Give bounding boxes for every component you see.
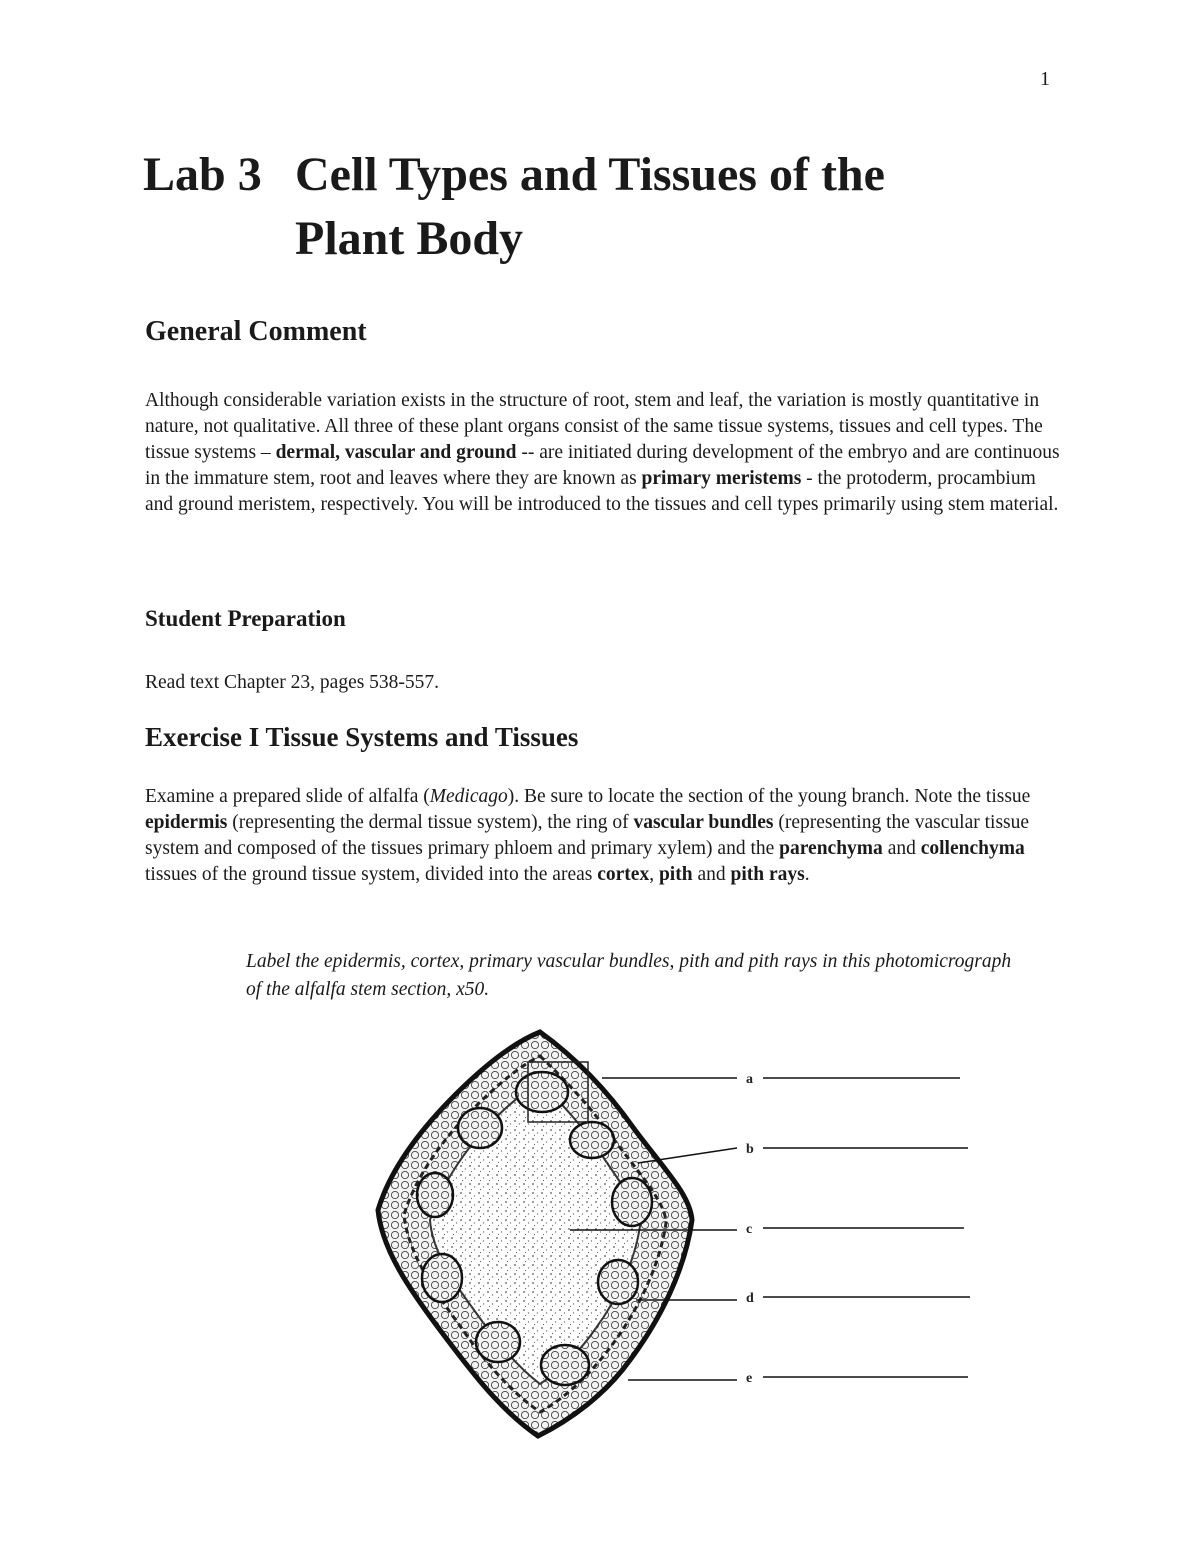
title-lab-number: Lab 3 [143, 148, 262, 201]
ex-text-7: , [649, 864, 659, 885]
ex-bold-pith-rays: pith rays [730, 864, 805, 885]
figure-instruction: Label the epidermis, cortex, primary vascular bundles, pith and pith rays in this photomicrograph of the alfalfa stem section, x50. [246, 951, 1012, 1000]
label-b: b [746, 1142, 754, 1157]
student-preparation-text: Read text Chapter 23, pages 538-557. [145, 672, 440, 693]
ex-text-8: and [692, 864, 731, 885]
exercise-1-paragraph [145, 784, 1050, 888]
ex-text-4: (representing the vascular tissue system and composed of the tissues primary phloem and primary xylem) and the [145, 812, 1030, 859]
exercise-1-heading: Exercise I Tissue Systems and Tissues [145, 722, 579, 752]
student-preparation-heading: Student Preparation [145, 606, 346, 631]
ex-bold-vascular-bundles: vascular bundles [633, 812, 774, 833]
ex-text-5: and [882, 838, 921, 859]
alfalfa-stem-photomicrograph [360, 1020, 1000, 1450]
label-a: a [746, 1072, 753, 1087]
ex-bold-parenchyma: parenchyma [779, 838, 883, 859]
gc-text-2: -- are initiated during development of the embryo and are continuous in the immature stem, root and leaves where they are known as [145, 442, 1060, 489]
general-comment-heading: General Comment [145, 316, 367, 347]
title-line-1: Cell Types and Tissues of the [295, 148, 885, 201]
ex-bold-epidermis: epidermis [145, 812, 228, 833]
gc-bold-tissue-systems: dermal, vascular and ground [275, 442, 517, 463]
gc-bold-primary-meristems: primary meristems [641, 468, 802, 489]
general-comment-paragraph [145, 388, 1060, 518]
ex-text-2: ). Be sure to locate the section of the young branch. Note the tissue [507, 786, 1031, 807]
ex-text-3: (representing the dermal tissue system), the ring of [227, 812, 634, 833]
label-d: d [746, 1291, 754, 1306]
title-line-2: Plant Body [295, 212, 524, 265]
ex-text-9: . [804, 864, 810, 885]
ex-bold-pith: pith [658, 864, 693, 885]
ex-bold-collenchyma: collenchyma [920, 838, 1025, 859]
page-number: 1 [1040, 68, 1050, 90]
page-title [143, 143, 885, 271]
ex-text-6: tissues of the ground tissue system, divided into the areas [145, 864, 598, 885]
label-c: c [746, 1222, 753, 1237]
ex-italic-medicago: Medicago [429, 786, 508, 807]
gc-text-1: Although considerable variation exists in the structure of root, stem and leaf, the variation is mostly quantitative in nature, not qualitative. All three of these plant organs consist of the same tissue systems, tissues and cell types. The tissue systems – [145, 390, 1043, 463]
label-e: e [746, 1371, 753, 1386]
ex-text-1: Examine a prepared slide of alfalfa ( [145, 786, 430, 807]
gc-text-3: - the protoderm, procambium and ground meristem, respectively. You will be introduced to the tissues and cell types primarily using stem material. [145, 468, 1059, 515]
ex-bold-cortex: cortex [597, 864, 650, 885]
stem-section [378, 1032, 692, 1436]
